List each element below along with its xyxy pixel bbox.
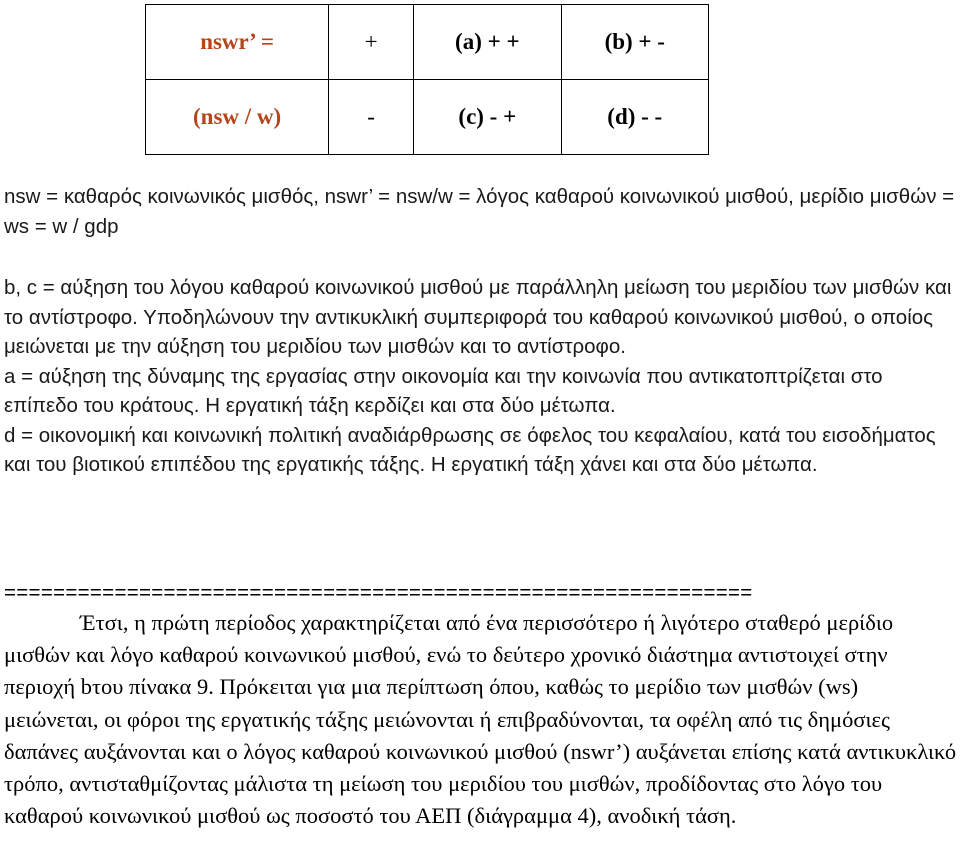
row-label: (nsw / w) (146, 80, 329, 155)
quadrant-a-cell: (a) + + (414, 5, 561, 80)
table-row (146, 80, 709, 155)
row-label: nswr’ = (146, 5, 329, 80)
quadrant-c-cell: (c) - + (414, 80, 561, 155)
quadrant-table (145, 4, 709, 155)
definition-d: d = οικονομική και κοινωνική πολιτική αναδιάρθρωσης σε όφελος του κεφαλαίου, κατά του εισοδήματος και του βιοτικού επιπέδου της εργατικής τάξης. Η εργατική τάξη χάνει και στα δύο μέτωπα. (4, 423, 936, 476)
quadrant-d-cell: (d) - - (561, 80, 708, 155)
separator-line: ============================================================= (4, 583, 753, 603)
definitions (4, 182, 956, 480)
definition-nsw: nsw = καθαρός κοινωνικός μισθός, nswr’ = nsw/w = λόγος καθαρού κοινωνικού μισθού, μερίδιο μισθών = ws = w / gdp (4, 185, 955, 238)
sign-cell: + (329, 5, 414, 80)
table-row (146, 5, 709, 80)
body-paragraph: Έτσι, η πρώτη περίοδος χαρακτηρίζεται από ένα περισσότερο ή λιγότερο σταθερό μερίδιο μισθών και λόγο καθαρού κοινωνικού μισθού, ενώ το δεύτερο χρονικό διάστημα αντιστοιχεί στην περιοχή bτου πίνακα 9. Πρόκειται για μια περίπτωση όπου, καθώς το μερίδιο των μισθών (ws) μειώνεται, οι φόροι της εργατικής τάξης μειώνονται ή επιβραδύνονται, τα οφέλη από τις δημόσιες δαπάνες αυξάνονται και ο λόγος καθαρού κοινωνικού μισθού (nswr’) αυξάνεται επίσης κατά αντικυκλικό τρόπο, αντισταθμίζοντας μάλιστα τη μείωση του μεριδίου του μισθών, προδίδοντας στο λόγο του καθαρού κοινωνικού μισθού ως ποσοστό του ΑΕΠ (διάγραμμα 4), ανοδική τάση. (4, 610, 957, 829)
sign-cell: - (329, 80, 414, 155)
quadrant-b-cell: (b) + - (561, 5, 708, 80)
definition-bc: b, c = αύξηση του λόγου καθαρού κοινωνικού μισθού με παράλληλη μείωση του μεριδίου των μισθών και το αντίστροφο. Υποδηλώνουν την αντικυκλική συμπεριφορά του καθαρού κοινωνικού μισθού, ο οποίος μειώνεται με την αύξηση του μεριδίου των μισθών και το αντίστροφο. (4, 276, 952, 358)
definition-a: a = αύξηση της δύναμης της εργασίας στην οικονομία και την κοινωνία που αντικατοπτρίζεται στο επίπεδο του κράτους. Η εργατική τάξη κερδίζει και στα δύο μέτωπα. (4, 364, 883, 417)
spacer (4, 241, 956, 273)
